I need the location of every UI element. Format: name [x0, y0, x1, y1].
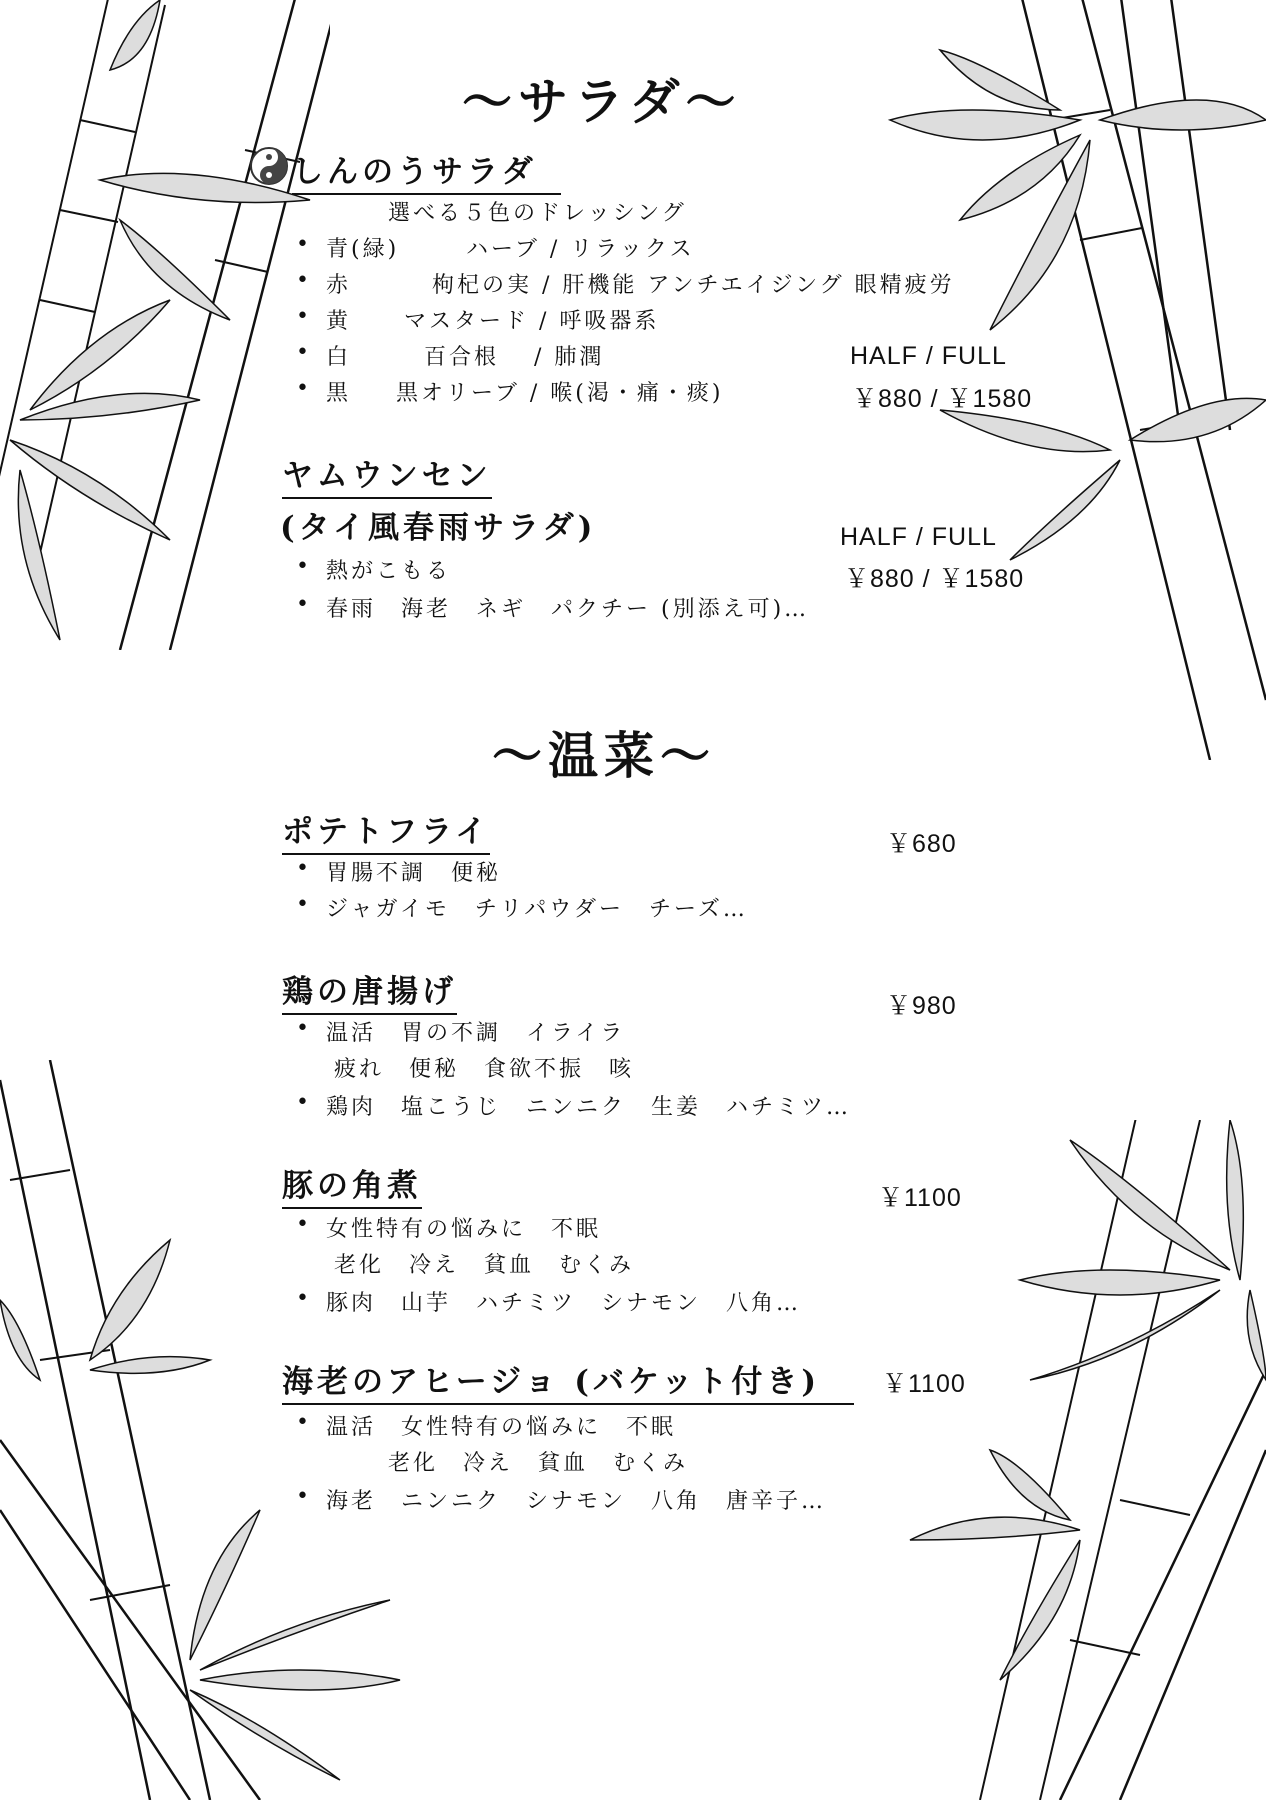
- ingredient-line: 胃腸不調 便秘: [326, 861, 502, 886]
- ingredient-line: 老化 冷え 貧血 むくみ: [334, 1253, 635, 1278]
- shinnou-salad-title: しんのうサラダ: [292, 146, 561, 195]
- menu-item-title: ポテトフライ: [282, 806, 490, 855]
- dressing-color: 赤: [326, 273, 352, 298]
- dressing-desc: マスタード / 呼吸器系: [404, 309, 660, 334]
- bullet-icon: •: [296, 592, 309, 617]
- ingredient-line: 女性特有の悩みに 不眠: [326, 1217, 602, 1242]
- bullet-icon: •: [296, 554, 309, 579]
- ingredient-line: ジャガイモ チリパウダー チーズ…: [326, 897, 748, 922]
- price: ￥880 / ￥1580: [844, 565, 1025, 593]
- bullet-icon: •: [296, 232, 309, 257]
- ingredient-line: 疲れ 便秘 食欲不振 咳: [334, 1057, 635, 1082]
- salad-section-title: 〜サラダ〜: [462, 72, 742, 131]
- dressing-desc: 百合根 / 肺潤: [424, 345, 605, 370]
- ingredient-line: 春雨 海老 ネギ パクチー (別添え可)…: [326, 597, 810, 622]
- dressing-color: 青(緑): [326, 237, 400, 262]
- price: ￥880 / ￥1580: [852, 385, 1033, 413]
- ingredient-line: 豚肉 山芋 ハチミツ シナモン 八角…: [326, 1291, 802, 1316]
- price: ￥980: [886, 992, 957, 1020]
- bullet-icon: •: [296, 1484, 309, 1509]
- dressing-color: 白: [326, 345, 352, 370]
- bullet-icon: •: [296, 1410, 309, 1435]
- dressing-color: 黄: [326, 309, 352, 334]
- menu-item-title: 鶏の唐揚げ: [282, 966, 457, 1015]
- ingredient-line: 鶏肉 塩こうじ ニンニク 生姜 ハチミツ…: [326, 1095, 852, 1120]
- bamboo-illustration-bottom-right: [900, 1120, 1266, 1800]
- bullet-icon: •: [296, 268, 309, 293]
- yin-yang-icon: [249, 146, 289, 186]
- ingredient-line: 温活 胃の不調 イライラ: [326, 1021, 626, 1046]
- dressing-desc: ハーブ / リラックス: [466, 237, 695, 262]
- menu-item-title: 豚の角煮: [282, 1160, 422, 1209]
- ingredient-line: 老化 冷え 貧血 むくみ: [388, 1451, 689, 1476]
- bamboo-illustration-top-left: [0, 0, 330, 650]
- bullet-icon: •: [296, 1286, 309, 1311]
- bullet-icon: •: [296, 340, 309, 365]
- price-size-label: HALF / FULL: [840, 523, 997, 551]
- bullet-icon: •: [296, 1016, 309, 1041]
- yamunsen-subtitle: (タイ風春雨サラダ): [280, 510, 597, 546]
- price-size-label: HALF / FULL: [850, 342, 1007, 370]
- price: ￥680: [886, 830, 957, 858]
- ingredient-line: 海老 ニンニク シナモン 八角 唐辛子…: [326, 1489, 827, 1514]
- bullet-icon: •: [296, 856, 309, 881]
- ingredient-line: 熱がこもる: [326, 559, 452, 584]
- warm-dishes-section-title: 〜温菜〜: [492, 726, 716, 785]
- bullet-icon: •: [296, 376, 309, 401]
- ingredient-line: 温活 女性特有の悩みに 不眠: [326, 1415, 677, 1440]
- dressing-color: 黒: [326, 381, 352, 406]
- dressing-desc: 枸杞の実 / 肝機能 アンチエイジング 眼精疲労: [432, 273, 955, 298]
- dressing-desc: 黒オリーブ / 喉(渇・痛・痰): [396, 381, 724, 406]
- bullet-icon: •: [296, 304, 309, 329]
- dressing-heading: 選べる５色のドレッシング: [388, 201, 687, 226]
- bullet-icon: •: [296, 1090, 309, 1115]
- bullet-icon: •: [296, 892, 309, 917]
- yamunsen-title: ヤムウンセン: [282, 450, 492, 499]
- price: ￥1100: [878, 1184, 962, 1212]
- menu-item-title: 海老のアヒージョ (バケット付き): [282, 1356, 854, 1405]
- price: ￥1100: [882, 1370, 966, 1398]
- bullet-icon: •: [296, 1212, 309, 1237]
